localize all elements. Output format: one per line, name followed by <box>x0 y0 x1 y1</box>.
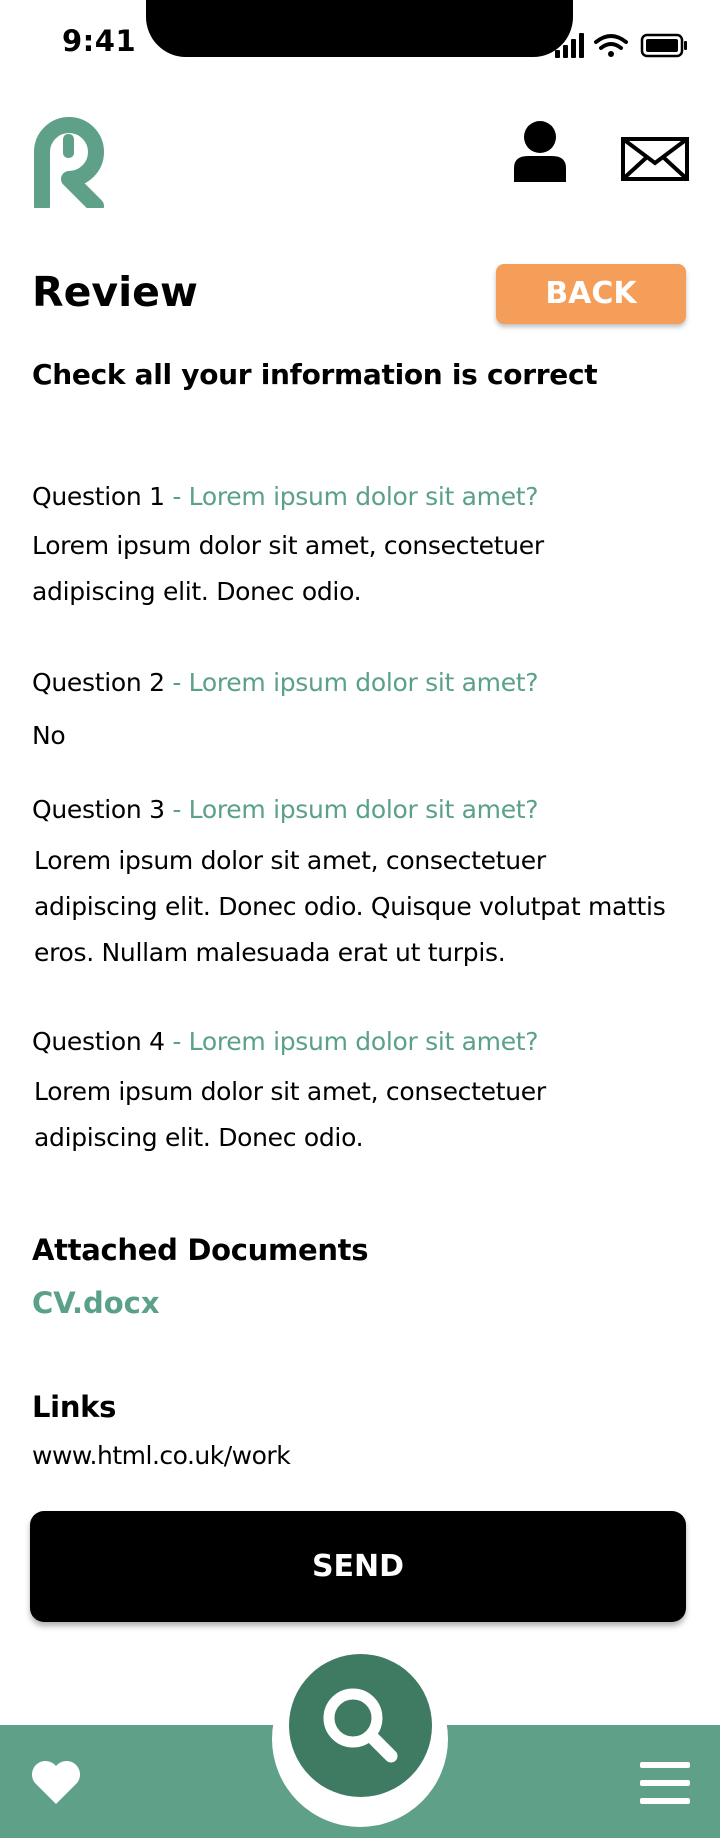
question-label <box>32 668 538 697</box>
attachment-link[interactable]: CV.docx <box>32 1286 160 1320</box>
page-title: Review <box>32 268 198 316</box>
question-number: Question 2 <box>32 668 165 697</box>
status-time: 9:41 <box>62 24 137 58</box>
question-text: - Lorem ipsum dolor sit amet? <box>164 668 539 697</box>
answer-text: Lorem ipsum dolor sit amet, consectetuer adipiscing elit. Donec odio. <box>34 1077 546 1152</box>
question-number: Question 3 <box>32 795 165 824</box>
question-text: - Lorem ipsum dolor sit amet? <box>164 795 539 824</box>
links-title: Links <box>32 1390 117 1424</box>
wifi-icon <box>596 36 626 57</box>
answer-text: No <box>32 721 66 750</box>
back-button[interactable]: BACK <box>496 264 686 324</box>
status-icons <box>555 30 695 60</box>
search-icon <box>289 1654 432 1797</box>
question-number: Question 4 <box>32 1027 165 1056</box>
heart-icon[interactable] <box>30 1758 82 1806</box>
link-url[interactable]: www.html.co.uk/work <box>32 1441 291 1470</box>
answer-text: Lorem ipsum dolor sit amet, consectetuer adipiscing elit. Donec odio. <box>32 531 544 606</box>
question-label <box>32 1027 538 1056</box>
search-button[interactable] <box>289 1654 432 1797</box>
question-text: - Lorem ipsum dolor sit amet? <box>164 482 539 511</box>
app-logo[interactable] <box>30 112 108 208</box>
device-notch <box>146 0 573 57</box>
attachments-title: Attached Documents <box>32 1233 369 1267</box>
signal-icon <box>555 33 584 58</box>
send-button[interactable]: SEND <box>30 1511 686 1622</box>
question-label <box>32 795 538 824</box>
page-subtitle: Check all your information is correct <box>32 358 598 391</box>
battery-icon <box>642 35 687 56</box>
question-text: - Lorem ipsum dolor sit amet? <box>164 1027 539 1056</box>
answer-text: Lorem ipsum dolor sit amet, consectetuer adipiscing elit. Donec odio. Quisque volutpat mattis eros. Nullam malesuada erat ut turpis. <box>34 846 666 967</box>
mail-icon[interactable] <box>621 137 689 181</box>
question-label <box>32 482 538 511</box>
menu-icon[interactable] <box>640 1760 690 1806</box>
profile-icon[interactable] <box>512 120 568 182</box>
question-number: Question 1 <box>32 482 165 511</box>
